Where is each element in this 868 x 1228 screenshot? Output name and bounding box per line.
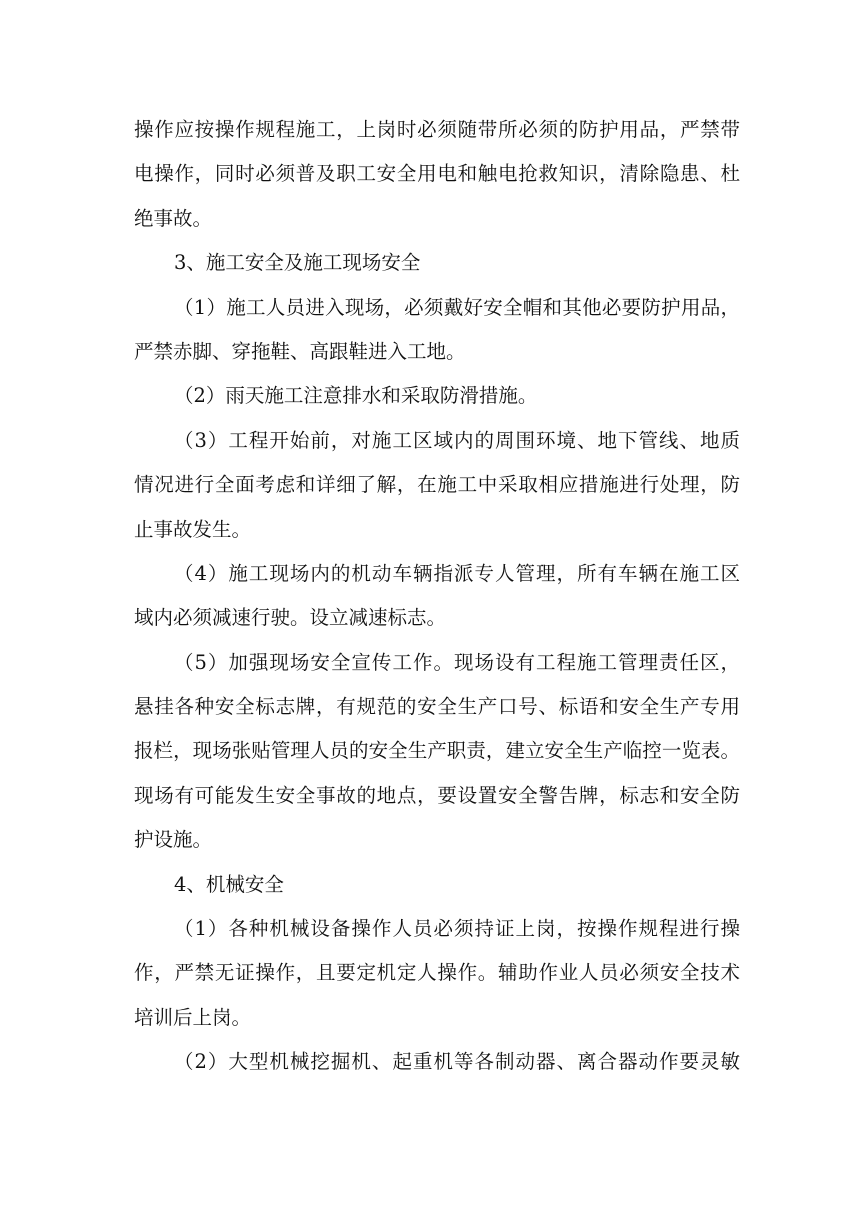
section-heading-machinery-safety: 4、机械安全	[174, 872, 284, 896]
paragraph-line: （5）加强现场安全宣传工作。现场设有工程施工管理责任区，	[174, 650, 740, 674]
document-body	[134, 108, 740, 1085]
paragraph-line: 操作应按操作规程施工，上岗时必须随带所必须的防护用品，严禁带	[134, 118, 740, 141]
paragraph-line: 现场有可能发生安全事故的地点，要设置安全警告牌，标志和安全防	[134, 783, 740, 807]
paragraph-line: （1）各种机械设备操作人员必须持证上岗，按操作规程进行操	[174, 917, 740, 941]
section-heading-construction-safety: 3、施工安全及施工现场安全	[174, 251, 421, 275]
paragraph-line: 止事故发生。	[134, 517, 252, 541]
paragraph-line: 报栏，现场张贴管理人员的安全生产职责，建立安全生产临控一览表。	[134, 739, 740, 763]
paragraph-line: （3）工程开始前，对施工区域内的周围环境、地下管线、地质	[174, 428, 740, 452]
paragraph-line: （4）施工现场内的机动车辆指派专人管理，所有车辆在施工区	[174, 561, 740, 585]
paragraph-line: 悬挂各种安全标志牌，有规范的安全生产口号、标语和安全生产专用	[134, 695, 740, 719]
paragraph-line: 作，严禁无证操作，且要定机定人操作。辅助作业人员必须安全技术	[134, 961, 740, 985]
paragraph-line: （2）大型机械挖掘机、起重机等各制动器、离合器动作要灵敏	[174, 1050, 740, 1074]
paragraph-line: 护设施。	[134, 828, 213, 852]
paragraph-line: （1）施工人员进入现场，必须戴好安全帽和其他必要防护用品，	[174, 295, 740, 319]
paragraph-line: 域内必须减速行驶。设立减速标志。	[134, 606, 447, 630]
paragraph-line: 严禁赤脚、穿拖鞋、高跟鞋进入工地。	[134, 339, 466, 363]
paragraph-line: 情况进行全面考虑和详细了解，在施工中采取相应措施进行处理，防	[134, 473, 740, 497]
paragraph-line: 培训后上岗。	[134, 1005, 252, 1029]
paragraph-line: 绝事故。	[134, 206, 213, 230]
paragraph-line: （2）雨天施工注意排水和采取防滑措施。	[174, 384, 538, 408]
paragraph-line: 电操作，同时必须普及职工安全用电和触电抢救知识，清除隐患、杜	[134, 162, 740, 186]
